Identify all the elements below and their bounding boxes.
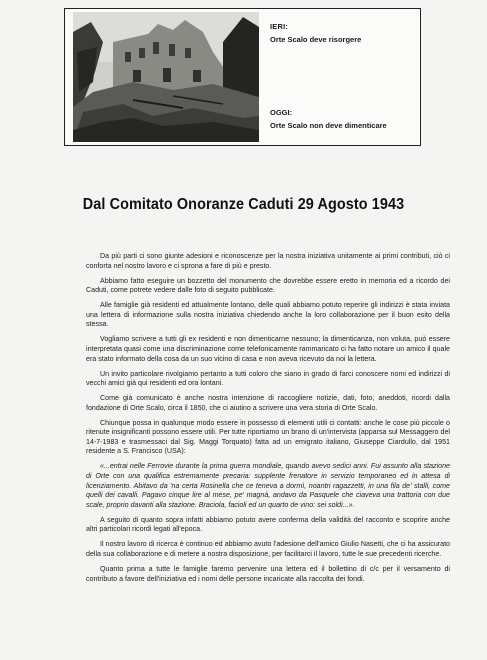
oggi-label: OGGI: bbox=[270, 108, 293, 117]
article-body bbox=[86, 252, 450, 590]
ruins-photo-illustration bbox=[73, 12, 259, 142]
interview-quote: «...entrai nelle Ferrovie durante la prima guerra mondiale, quando avevo sedici anni. Fui assunto alla stazione di Orte con una qualifica estremamente precaria: supplente frenatore in servizio temporaneo ed in attesa di licenziamento. Abitavo da 'na certa Rosinella che ce teneva a dormì, noantri ragazzetti, in una fila de' stalli, come quelli dei cavalli. Pagavo cinque lire al mese, pe' magnà, andavo da Pasquele che ciaveva una trattoria con due scale, proprio davanti alla stazione. Braciola, facioli ed un quarto de vino: sei soldi...». bbox=[86, 462, 450, 509]
paragraph: Alle famiglie già residenti ed attualmente lontano, delle quali abbiamo potuto reperire gli indirizzi è stata inviata una lettera di informazione sulla nostra iniziativa chiedendo anche la loro collaborazione per il buon esito della stessa. bbox=[86, 301, 450, 329]
paragraph: Da più parti ci sono giunte adesioni e riconoscenze per la nostra iniziativa unitamente ai primi contributi, ciò ci conforta nel nostro lavoro e ci sprona a fare di più e presto. bbox=[86, 252, 450, 270]
paragraph: Abbiamo fatto eseguire un bozzetto del monumento che dovrebbe essere eretto in memoria ed a ricordo dei Caduti, come potrete vedere dalle foto di seguito pubblicate. bbox=[86, 276, 450, 295]
paragraph: Come già comunicato è anche nostra intenzione di raccogliere notizie, dati, foto, aneddoti, ricordi dalla fondazione di Orte Scalo, circa il 1850, che ci aiutino a scrivere una vera storia di Orte Scalo. bbox=[86, 394, 450, 412]
paragraph: Il nostro lavoro di ricerca è continuo ed abbiamo avuto l'adesione dell'amico Giulio Nasetti, che ci ha assicurato della sua collaborazione e di metere a nostra disposizione, per facilitarci il lavoro, tutte le sue precedenti ricerche. bbox=[86, 540, 450, 558]
paragraph: Quanto prima a tutte le famiglie faremo pervenire una lettera ed il bollettino di c/c per il versamento di contributo a favore dell'iniziativa ed i nomi delle persone incaricate alla raccolta dei fondi. bbox=[86, 564, 450, 583]
paragraph: A seguito di quanto sopra infatti abbiamo potuto avere conferma della validità del racconto e scoprire anche altri particolari ricordi legati all'epoca. bbox=[86, 515, 450, 534]
oggi-caption: Orte Scalo non deve dimenticare bbox=[270, 121, 387, 130]
ieri-label: IERI: bbox=[270, 22, 289, 31]
header-box bbox=[64, 8, 421, 146]
paragraph: Chiunque possa in qualunque modo essere in possesso di elementi utili ci contatti: anche le cose più piccole o ritenute insignificanti possono essere utili. Per tutte riportiamo un brano di un'intervista (apparsa sul Messaggero del 14-7-1983 e trasmessaci dal Sig. Maggi Torquato) fatta ad un emigrato italiano, Giuseppe Ciardullo, dal 1951 residente a S. Francisco (USA): bbox=[86, 418, 450, 456]
ieri-caption: Orte Scalo deve risorgere bbox=[270, 35, 362, 44]
article-title: Dal Comitato Onoranze Caduti 29 Agosto 1943 bbox=[82, 196, 405, 213]
paragraph: Un invito particolare rivolgiamo pertanto a tutti coloro che siano in grado di farci conoscere nomi ed indirizzi di vecchi amici già qui residenti ed ora lontani. bbox=[86, 369, 450, 388]
ruins-photo bbox=[73, 12, 259, 142]
paragraph: Vogliamo scrivere a tutti gli ex residenti e non dimenticarne nessuno; la dimenticanza, non voluta, può essere interpretata quasi come una discriminazione come telefonicamente rammaricato ci ha fatto notare un amico il quale era stato informato della cosa da un suo vicino di casa e non aveva ricevuto da noi la lettera. bbox=[86, 335, 450, 363]
